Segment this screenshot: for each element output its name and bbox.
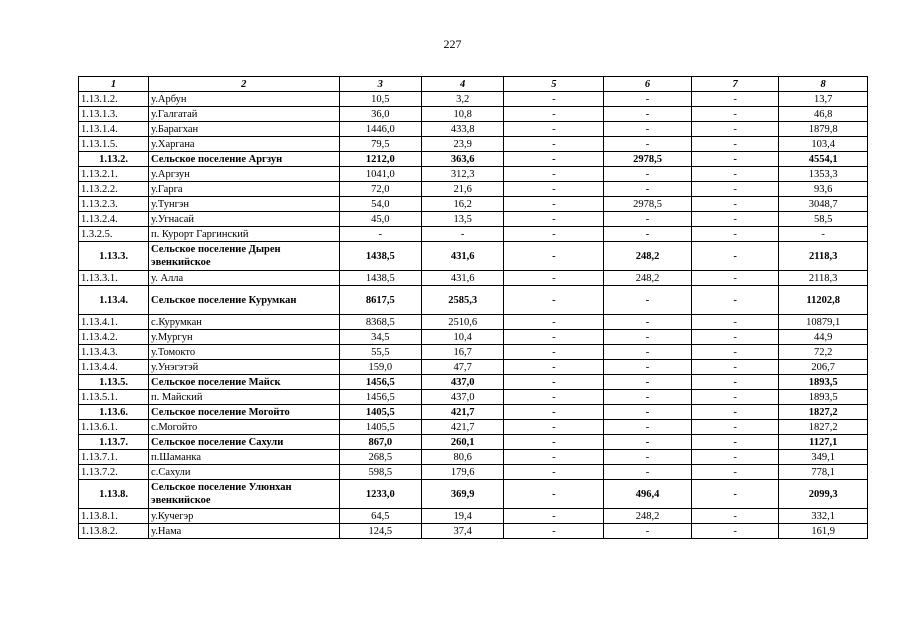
value-col-5: -	[504, 212, 604, 227]
column-header-6: 6	[604, 77, 692, 92]
table-row	[79, 450, 868, 465]
value-col-5: -	[504, 92, 604, 107]
value-col-5: -	[504, 405, 604, 420]
table-row	[79, 212, 868, 227]
table-row	[79, 92, 868, 107]
row-code: 1.13.3.1.	[79, 271, 149, 286]
value-col-7: -	[691, 330, 779, 345]
row-name: у.Нама	[149, 524, 340, 539]
value-col-3: 1233,0	[339, 480, 421, 509]
value-col-8: 2118,3	[779, 242, 868, 271]
value-col-4: 421,7	[421, 405, 503, 420]
value-col-5: -	[504, 315, 604, 330]
value-col-7: -	[691, 345, 779, 360]
row-code: 1.13.2.3.	[79, 197, 149, 212]
value-col-7: -	[691, 227, 779, 242]
value-col-8: 206,7	[779, 360, 868, 375]
value-col-7: -	[691, 92, 779, 107]
value-col-3: 34,5	[339, 330, 421, 345]
value-col-5: -	[504, 137, 604, 152]
value-col-5: -	[504, 465, 604, 480]
row-name: с.Курумкан	[149, 315, 340, 330]
value-col-7: -	[691, 315, 779, 330]
row-name: у.Тунгэн	[149, 197, 340, 212]
value-col-8: 46,8	[779, 107, 868, 122]
value-col-8: 58,5	[779, 212, 868, 227]
value-col-4: -	[421, 227, 503, 242]
row-name: у.Мургун	[149, 330, 340, 345]
row-code: 1.13.1.2.	[79, 92, 149, 107]
value-col-3: 1456,5	[339, 390, 421, 405]
value-col-5: -	[504, 286, 604, 315]
value-col-7: -	[691, 375, 779, 390]
value-col-3: 10,5	[339, 92, 421, 107]
value-col-7: -	[691, 107, 779, 122]
row-code: 1.13.2.4.	[79, 212, 149, 227]
value-col-3: 1041,0	[339, 167, 421, 182]
value-col-4: 3,2	[421, 92, 503, 107]
value-col-5: -	[504, 435, 604, 450]
value-col-5: -	[504, 509, 604, 524]
value-col-8: 2118,3	[779, 271, 868, 286]
table-row	[79, 420, 868, 435]
header-row	[79, 77, 868, 92]
value-col-8: 13,7	[779, 92, 868, 107]
row-name: п. Курорт Гаргинский	[149, 227, 340, 242]
value-col-3: 598,5	[339, 465, 421, 480]
value-col-4: 312,3	[421, 167, 503, 182]
value-col-6: -	[604, 465, 692, 480]
value-col-3: 1438,5	[339, 242, 421, 271]
value-col-8: 1353,3	[779, 167, 868, 182]
row-code: 1.13.7.2.	[79, 465, 149, 480]
value-col-4: 369,9	[421, 480, 503, 509]
value-col-3: 8617,5	[339, 286, 421, 315]
value-col-5: -	[504, 375, 604, 390]
value-col-6: -	[604, 330, 692, 345]
value-col-6: -	[604, 405, 692, 420]
column-header-5: 5	[504, 77, 604, 92]
row-code: 1.13.4.3.	[79, 345, 149, 360]
row-code: 1.13.2.1.	[79, 167, 149, 182]
value-col-7: -	[691, 271, 779, 286]
value-col-7: -	[691, 360, 779, 375]
table-row	[79, 465, 868, 480]
value-col-7: -	[691, 420, 779, 435]
value-col-5: -	[504, 242, 604, 271]
table-row	[79, 360, 868, 375]
value-col-4: 421,7	[421, 420, 503, 435]
value-col-3: 64,5	[339, 509, 421, 524]
value-col-5: -	[504, 345, 604, 360]
value-col-7: -	[691, 212, 779, 227]
row-code: 1.13.6.1.	[79, 420, 149, 435]
value-col-6: 248,2	[604, 242, 692, 271]
value-col-4: 363,6	[421, 152, 503, 167]
row-name: у. Алла	[149, 271, 340, 286]
value-col-6: -	[604, 390, 692, 405]
settlement-row	[79, 286, 868, 315]
value-col-6: 2978,5	[604, 197, 692, 212]
row-code: 1.13.4.1.	[79, 315, 149, 330]
table-row	[79, 122, 868, 137]
value-col-7: -	[691, 435, 779, 450]
row-code: 1.13.8.2.	[79, 524, 149, 539]
value-col-6: 248,2	[604, 271, 692, 286]
value-col-6: -	[604, 360, 692, 375]
value-col-8: 2099,3	[779, 480, 868, 509]
row-code: 1.13.8.	[79, 480, 149, 509]
value-col-6: 248,2	[604, 509, 692, 524]
row-code: 1.13.6.	[79, 405, 149, 420]
value-col-7: -	[691, 182, 779, 197]
value-col-3: 1438,5	[339, 271, 421, 286]
value-col-7: -	[691, 286, 779, 315]
value-col-3: 55,5	[339, 345, 421, 360]
value-col-8: 349,1	[779, 450, 868, 465]
value-col-8: 3048,7	[779, 197, 868, 212]
row-name: у.Кучегэр	[149, 509, 340, 524]
value-col-6: -	[604, 167, 692, 182]
value-col-4: 16,7	[421, 345, 503, 360]
column-header-3: 3	[339, 77, 421, 92]
row-name: Сельское поселение Курумкан	[149, 286, 340, 315]
table-row	[79, 107, 868, 122]
value-col-3: 1446,0	[339, 122, 421, 137]
value-col-3: 1212,0	[339, 152, 421, 167]
value-col-8: 332,1	[779, 509, 868, 524]
value-col-4: 16,2	[421, 197, 503, 212]
value-col-3: 45,0	[339, 212, 421, 227]
value-col-7: -	[691, 137, 779, 152]
row-name: Сельское поселение Могойто	[149, 405, 340, 420]
value-col-8: 93,6	[779, 182, 868, 197]
value-col-7: -	[691, 524, 779, 539]
value-col-3: 8368,5	[339, 315, 421, 330]
value-col-7: -	[691, 405, 779, 420]
value-col-4: 47,7	[421, 360, 503, 375]
value-col-6: -	[604, 212, 692, 227]
value-col-6: -	[604, 420, 692, 435]
value-col-4: 21,6	[421, 182, 503, 197]
table-row	[79, 182, 868, 197]
value-col-4: 260,1	[421, 435, 503, 450]
value-col-8: 778,1	[779, 465, 868, 480]
row-code: 1.13.4.2.	[79, 330, 149, 345]
value-col-4: 431,6	[421, 271, 503, 286]
value-col-3: -	[339, 227, 421, 242]
value-col-3: 1456,5	[339, 375, 421, 390]
value-col-8: 161,9	[779, 524, 868, 539]
value-col-7: -	[691, 450, 779, 465]
column-header-8: 8	[779, 77, 868, 92]
value-col-6: -	[604, 107, 692, 122]
value-col-3: 54,0	[339, 197, 421, 212]
value-col-4: 13,5	[421, 212, 503, 227]
table-row	[79, 227, 868, 242]
settlement-row	[79, 435, 868, 450]
row-name: у.Аргзун	[149, 167, 340, 182]
value-col-7: -	[691, 122, 779, 137]
settlement-row	[79, 375, 868, 390]
row-code: 1.13.1.3.	[79, 107, 149, 122]
value-col-4: 80,6	[421, 450, 503, 465]
value-col-6: -	[604, 450, 692, 465]
value-col-8: 4554,1	[779, 152, 868, 167]
row-code: 1.13.4.4.	[79, 360, 149, 375]
value-col-5: -	[504, 182, 604, 197]
value-col-8: 10879,1	[779, 315, 868, 330]
value-col-8: 1879,8	[779, 122, 868, 137]
value-col-5: -	[504, 330, 604, 345]
row-name: у.Галгатай	[149, 107, 340, 122]
value-col-7: -	[691, 197, 779, 212]
table-row	[79, 197, 868, 212]
value-col-4: 10,8	[421, 107, 503, 122]
value-col-8: -	[779, 227, 868, 242]
column-header-7: 7	[691, 77, 779, 92]
value-col-8: 1827,2	[779, 405, 868, 420]
value-col-4: 37,4	[421, 524, 503, 539]
value-col-5: -	[504, 152, 604, 167]
value-col-3: 79,5	[339, 137, 421, 152]
row-name: Сельское поселение Дырен эвенкийское	[149, 242, 340, 271]
row-code: 1.13.8.1.	[79, 509, 149, 524]
settlement-row	[79, 480, 868, 509]
row-code: 1.13.1.4.	[79, 122, 149, 137]
table-row	[79, 330, 868, 345]
table-row	[79, 315, 868, 330]
value-col-4: 19,4	[421, 509, 503, 524]
value-col-4: 10,4	[421, 330, 503, 345]
settlement-row	[79, 242, 868, 271]
page-number: 227	[443, 37, 462, 51]
value-col-3: 1405,5	[339, 420, 421, 435]
row-code: 1.13.2.	[79, 152, 149, 167]
value-col-4: 23,9	[421, 137, 503, 152]
value-col-6: -	[604, 182, 692, 197]
value-col-7: -	[691, 167, 779, 182]
value-col-8: 44,9	[779, 330, 868, 345]
row-name: с.Сахули	[149, 465, 340, 480]
value-col-5: -	[504, 122, 604, 137]
value-col-5: -	[504, 107, 604, 122]
settlement-row	[79, 405, 868, 420]
value-col-4: 2585,3	[421, 286, 503, 315]
row-name: у.Барагхан	[149, 122, 340, 137]
value-col-7: -	[691, 242, 779, 271]
row-name: у.Угнасай	[149, 212, 340, 227]
value-col-6: -	[604, 122, 692, 137]
row-code: 1.13.5.1.	[79, 390, 149, 405]
value-col-5: -	[504, 360, 604, 375]
table-row	[79, 271, 868, 286]
value-col-6: -	[604, 315, 692, 330]
value-col-8: 11202,8	[779, 286, 868, 315]
table-body	[79, 92, 868, 539]
value-col-4: 437,0	[421, 375, 503, 390]
value-col-6: -	[604, 286, 692, 315]
value-col-5: -	[504, 524, 604, 539]
value-col-8: 1127,1	[779, 435, 868, 450]
row-code: 1.13.7.1.	[79, 450, 149, 465]
row-name: п.Шаманка	[149, 450, 340, 465]
table-row	[79, 524, 868, 539]
row-code: 1.13.3.	[79, 242, 149, 271]
data-table	[78, 76, 868, 539]
value-col-5: -	[504, 420, 604, 435]
row-code: 1.13.7.	[79, 435, 149, 450]
value-col-8: 103,4	[779, 137, 868, 152]
value-col-8: 1893,5	[779, 390, 868, 405]
column-header-4: 4	[421, 77, 503, 92]
value-col-6: -	[604, 375, 692, 390]
row-code: 1.13.5.	[79, 375, 149, 390]
value-col-7: -	[691, 152, 779, 167]
row-name: Сельское поселение Майск	[149, 375, 340, 390]
table-row	[79, 137, 868, 152]
value-col-7: -	[691, 480, 779, 509]
value-col-3: 268,5	[339, 450, 421, 465]
row-name: п. Майский	[149, 390, 340, 405]
row-name: Сельское поселение Аргзун	[149, 152, 340, 167]
row-name: Сельское поселение Улюнхан эвенкийское	[149, 480, 340, 509]
value-col-4: 2510,6	[421, 315, 503, 330]
value-col-4: 433,8	[421, 122, 503, 137]
row-name: Сельское поселение Сахули	[149, 435, 340, 450]
value-col-6: 2978,5	[604, 152, 692, 167]
value-col-5: -	[504, 197, 604, 212]
row-code: 1.13.4.	[79, 286, 149, 315]
value-col-6: -	[604, 137, 692, 152]
value-col-4: 431,6	[421, 242, 503, 271]
value-col-7: -	[691, 390, 779, 405]
row-name: у.Томокто	[149, 345, 340, 360]
row-name: у.Харгана	[149, 137, 340, 152]
table-row	[79, 509, 868, 524]
value-col-7: -	[691, 509, 779, 524]
value-col-5: -	[504, 390, 604, 405]
value-col-6: -	[604, 345, 692, 360]
value-col-8: 1827,2	[779, 420, 868, 435]
value-col-7: -	[691, 465, 779, 480]
value-col-3: 159,0	[339, 360, 421, 375]
value-col-6: -	[604, 92, 692, 107]
row-code: 1.3.2.5.	[79, 227, 149, 242]
value-col-3: 867,0	[339, 435, 421, 450]
row-code: 1.13.1.5.	[79, 137, 149, 152]
table-row	[79, 167, 868, 182]
column-header-1: 1	[79, 77, 149, 92]
row-name: у.Арбун	[149, 92, 340, 107]
value-col-6: 496,4	[604, 480, 692, 509]
value-col-5: -	[504, 450, 604, 465]
row-name: у.Унэгэтэй	[149, 360, 340, 375]
value-col-4: 179,6	[421, 465, 503, 480]
value-col-6: -	[604, 227, 692, 242]
settlement-row	[79, 152, 868, 167]
table-row	[79, 390, 868, 405]
value-col-6: -	[604, 435, 692, 450]
value-col-3: 36,0	[339, 107, 421, 122]
value-col-6: -	[604, 524, 692, 539]
value-col-5: -	[504, 271, 604, 286]
value-col-4: 437,0	[421, 390, 503, 405]
table-row	[79, 345, 868, 360]
value-col-5: -	[504, 227, 604, 242]
row-code: 1.13.2.2.	[79, 182, 149, 197]
value-col-3: 72,0	[339, 182, 421, 197]
row-name: у.Гарга	[149, 182, 340, 197]
value-col-5: -	[504, 480, 604, 509]
value-col-8: 1893,5	[779, 375, 868, 390]
column-header-2: 2	[149, 77, 340, 92]
value-col-3: 1405,5	[339, 405, 421, 420]
value-col-5: -	[504, 167, 604, 182]
value-col-3: 124,5	[339, 524, 421, 539]
value-col-8: 72,2	[779, 345, 868, 360]
row-name: с.Могойто	[149, 420, 340, 435]
